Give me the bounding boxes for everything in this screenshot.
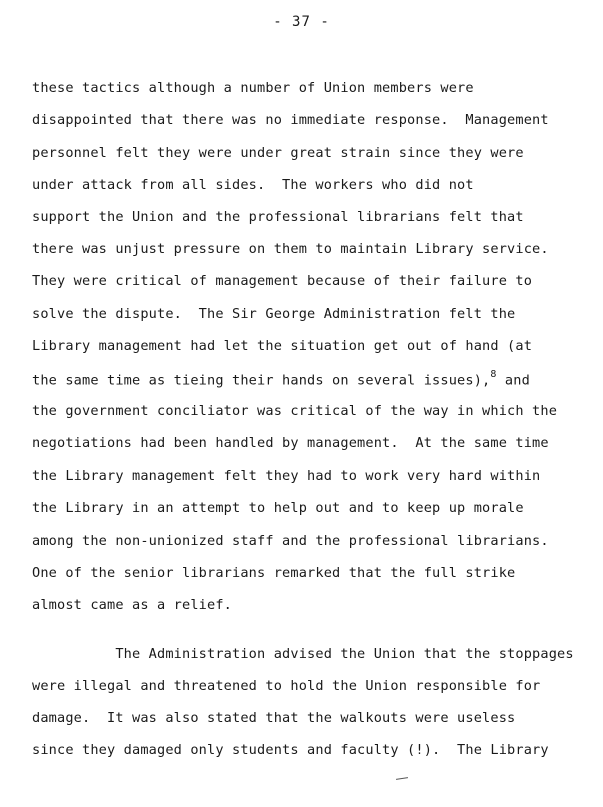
page-number: - 37 - <box>273 14 330 30</box>
text-line: were illegal and threatened to hold the Union responsible for <box>32 678 541 694</box>
text-line: Library management had let the situation get out of hand (at <box>32 338 533 354</box>
text-line: One of the senior librarians remarked that the full strike <box>32 565 516 581</box>
line-text-tail: and <box>496 372 530 389</box>
text-line: support the Union and the professional librarians felt that <box>32 209 524 225</box>
text-line: the Library management felt they had to work very hard within <box>32 468 541 484</box>
footnote-marker: 8 <box>490 369 497 380</box>
text-line: They were critical of management because of their failure to <box>32 273 533 289</box>
text-line: damage. It was also stated that the walkouts were useless <box>32 710 516 726</box>
text-line: almost came as a relief. <box>32 597 233 613</box>
line-text: the same time as tieing their hands on several issues), <box>32 372 491 389</box>
text-line: The Administration advised the Union that the stoppages <box>32 646 574 662</box>
text-line: solve the dispute. The Sir George Administration felt the <box>32 306 516 322</box>
text-line: negotiations had been handled by management. At the same time <box>32 435 549 451</box>
text-line: the Library in an attempt to help out and to keep up morale <box>32 500 524 516</box>
text-line: these tactics although a number of Union members were <box>32 80 474 96</box>
text-line: personnel felt they were under great strain since they were <box>32 145 524 161</box>
text-line: under attack from all sides. The workers who did not <box>32 177 474 193</box>
pen-mark <box>396 777 408 780</box>
text-line: disappointed that there was no immediate response. Management <box>32 112 549 128</box>
text-line-with-footnote <box>32 371 530 389</box>
text-line: since they damaged only students and faculty (!). The Library <box>32 742 549 758</box>
text-line: the government conciliator was critical of the way in which the <box>32 403 558 419</box>
text-line: among the non-unionized staff and the professional librarians. <box>32 533 549 549</box>
text-line: there was unjust pressure on them to maintain Library service. <box>32 241 549 257</box>
